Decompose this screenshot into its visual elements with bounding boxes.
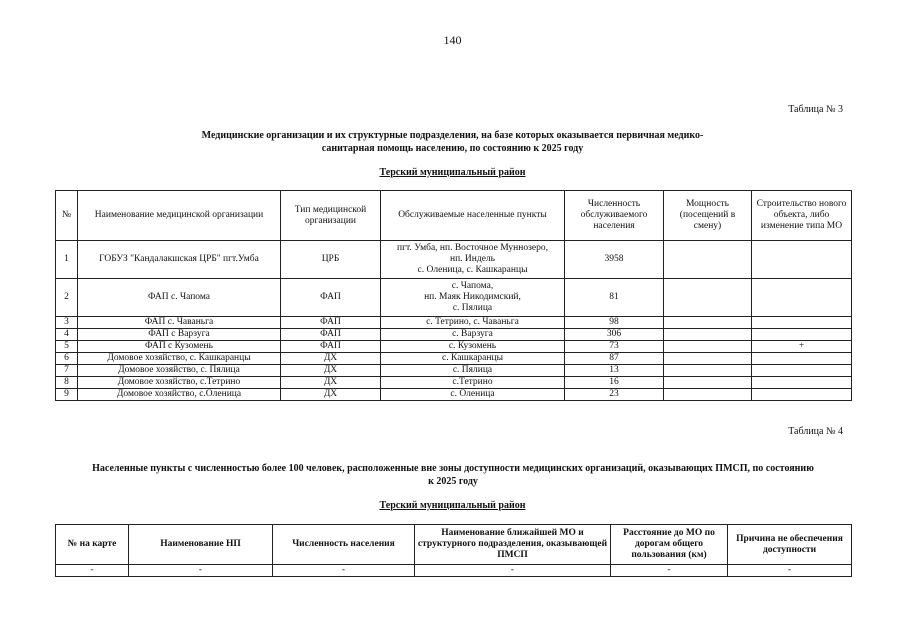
served-settlements [381,365,565,377]
settlement-line: пгт. Умба, нп. Восточное Муннозеро, [397,243,548,253]
table4-header-cell: Расстояние до МО по дорогам общего пользования (км) [611,525,728,565]
capacity [664,279,752,317]
table4-cell: - [129,565,273,577]
new-construction [752,389,852,401]
table3-title-line1: Медицинские организации и их структурные подразделения, на базе которых оказывается первичная медико- [201,130,704,141]
served-population: 98 [565,317,664,329]
capacity [664,317,752,329]
capacity [664,377,752,389]
organization-name: Домовое хозяйство, с.Тетрино [78,377,281,389]
table4-header-cell: Причина не обеспечения доступности [728,525,852,565]
served-population: 73 [565,341,664,353]
new-construction [752,329,852,341]
table3-title [0,129,905,155]
organization-type: ДХ [281,365,381,377]
table3-header-cell: Мощность (посещений в смену) [664,191,752,241]
capacity [664,365,752,377]
capacity [664,341,752,353]
organization-name: Домовое хозяйство, с.Оленица [78,389,281,401]
organization-type: ФАП [281,329,381,341]
table3-header-cell: Численность обслуживаемого населения [565,191,664,241]
organization-type: ФАП [281,317,381,329]
organization-type: ДХ [281,377,381,389]
organization-name: ФАП с. Чаваньга [78,317,281,329]
settlement-line: с. Кузомень [448,341,497,351]
settlement-line: с.Тетрино [452,377,493,387]
served-settlements [381,341,565,353]
table3-row [56,241,852,279]
row-number: 8 [56,377,78,389]
table3-title-line2: санитарная помощь населению, по состоянию к 2025 году [321,143,584,154]
row-number: 1 [56,241,78,279]
new-construction [752,353,852,365]
organization-name: ФАП с. Чапома [78,279,281,317]
table4-district: Терский муниципальный район [379,500,526,511]
new-construction [752,377,852,389]
settlement-line: с. Пялица [452,303,493,313]
table3-row [56,341,852,353]
table4-label: Таблица № 4 [788,426,843,437]
table3-row [56,279,852,317]
row-number: 6 [56,353,78,365]
served-population: 87 [565,353,664,365]
organization-type: ЦРБ [281,241,381,279]
organization-name: ФАП с Варзуга [78,329,281,341]
table4-header-cell: Численность населения [273,525,415,565]
served-settlements [381,353,565,365]
settlement-line: с. Кашкаранцы [442,353,503,363]
served-population: 3958 [565,241,664,279]
served-population: 81 [565,279,664,317]
table4-title [55,462,851,488]
table3-row [56,353,852,365]
table4-cell: - [273,565,415,577]
served-settlements [381,377,565,389]
organization-type: ФАП [281,279,381,317]
settlement-line: с. Тетрино, с. Чаваньга [426,317,519,327]
served-population: 13 [565,365,664,377]
organization-type: ФАП [281,341,381,353]
table3-row [56,365,852,377]
table3 [55,190,852,401]
settlement-line: с. Оленица [450,389,495,399]
organization-type: ДХ [281,353,381,365]
table4-cell: - [415,565,611,577]
table4-cell: - [728,565,852,577]
served-settlements [381,317,565,329]
organization-name: ФАП с Кузомень [78,341,281,353]
capacity [664,389,752,401]
row-number: 5 [56,341,78,353]
table4-title-line1: Населенные пункты с численностью более 100 человек, расположенные вне зоны доступности медицинских организаций, оказывающих ПМСП, по состоянию [92,463,814,474]
table3-district: Терский муниципальный район [379,167,526,178]
settlement-line: с. Оленица, с. Кашкаранцы [417,265,528,275]
new-construction [752,241,852,279]
table3-row [56,317,852,329]
served-settlements [381,389,565,401]
served-population: 16 [565,377,664,389]
table3-header-cell: Строительство нового объекта, либо изменение типа МО [752,191,852,241]
served-settlements [381,329,565,341]
organization-name: ГОБУЗ "Кандалакшская ЦРБ" пгт.Умба [78,241,281,279]
settlement-line: нп. Маяк Никодимский, [424,292,521,302]
served-settlements [381,279,565,317]
served-settlements [381,241,565,279]
table4-title-line2: к 2025 году [428,476,478,487]
organization-name: Домовое хозяйство, с. Пялица [78,365,281,377]
table3-row [56,329,852,341]
capacity [664,329,752,341]
row-number: 4 [56,329,78,341]
capacity [664,241,752,279]
served-population: 23 [565,389,664,401]
table4-cell: - [611,565,728,577]
page-number: 140 [443,33,462,47]
organization-name: Домовое хозяйство, с. Кашкаранцы [78,353,281,365]
settlement-line: с. Пялица [452,365,493,375]
table4-header-row [56,525,852,565]
table3-header-cell: Тип медицинской организации [281,191,381,241]
table4-header-cell: № на карте [56,525,129,565]
table4-header-cell: Наименование НП [129,525,273,565]
table4 [55,524,852,577]
settlement-line: с. Чапома, [451,281,494,291]
organization-type: ДХ [281,389,381,401]
row-number: 3 [56,317,78,329]
new-construction [752,317,852,329]
table3-header-cell: № [56,191,78,241]
table3-label: Таблица № 3 [788,104,843,115]
table3-row [56,377,852,389]
served-population: 306 [565,329,664,341]
capacity [664,353,752,365]
row-number: 2 [56,279,78,317]
table3-header-cell: Наименование медицинской организации [78,191,281,241]
table4-cell: - [56,565,129,577]
table3-header-row [56,191,852,241]
table4-header-cell: Наименование ближайшей МО и структурного подразделения, оказывающей ПМСП [415,525,611,565]
new-construction: + [752,341,852,353]
row-number: 7 [56,365,78,377]
table3-header-cell: Обслуживаемые населенные пункты [381,191,565,241]
settlement-line: нп. Индель [450,254,495,264]
settlement-line: с. Варзуга [452,329,493,339]
new-construction [752,279,852,317]
new-construction [752,365,852,377]
row-number: 9 [56,389,78,401]
table3-row [56,389,852,401]
table4-row [56,565,852,577]
